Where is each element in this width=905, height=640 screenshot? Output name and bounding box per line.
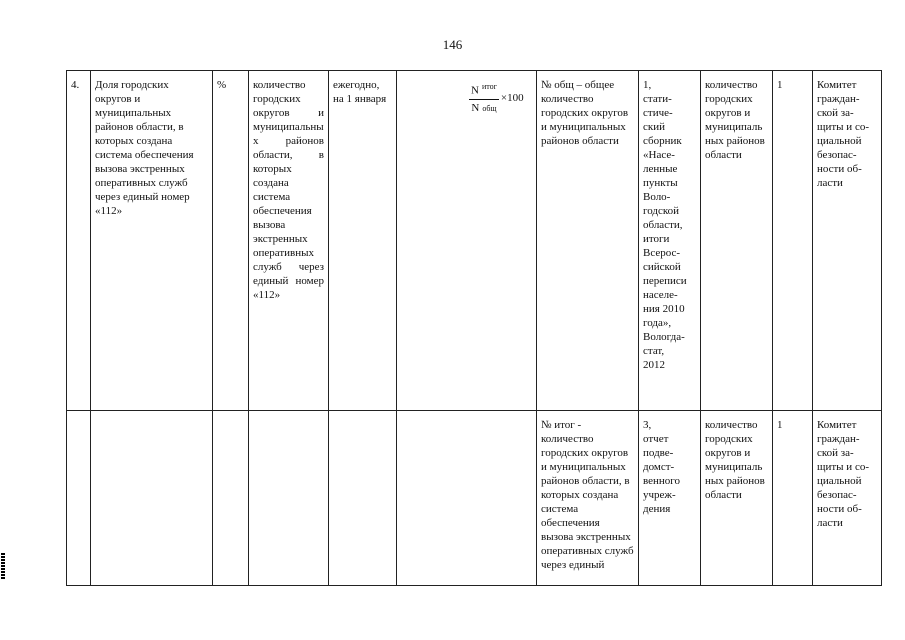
data-source: 1, стати- стиче- ский сборник «Насе- ленные пункты Воло- годской области, итоги Всерос- сийской переписи населе- ния 2010 года», Вологда- стат, 2012 [639,71,701,411]
table-row [67,411,882,586]
formula-multiplier: ×100 [500,91,524,104]
observation-object: количество городских округов и муниципальных районов области [701,71,773,411]
formula [469,80,524,116]
page-number: 146 [442,37,463,52]
table-row [67,71,882,411]
row-number: 4. [67,71,91,411]
coverage-cell: 1 [773,71,813,411]
formula-cell [397,71,537,411]
indicator-name: Доля городских округов и муниципальных районов области, в которых создана система обеспечения вызова экстренных оперативных служб через единый номер «112» [91,71,213,411]
coverage-cell: 1 [773,411,813,586]
periodicity-cell: ежегодно, на 1 января [329,71,397,411]
fraction [469,80,499,116]
empty-cell [91,411,213,586]
formula-numerator: N $^{итог}$ [469,80,499,100]
empty-cell [329,411,397,586]
observation-object: количество городских округов и муниципальных районов области [701,411,773,586]
responsible-body: Комитет граждан- ской за- щиты и со- циальной безопас- ности об- ласти [813,71,882,411]
variable-description: № итог - количество городских округов и муниципальных районов области, в которых создана система обеспечения вызова экстренных оперативных служб через единый [537,411,639,586]
empty-cell [213,411,249,586]
variable-description: № общ – общее количество городских округов и муниципальных районов области [537,71,639,411]
responsible-body: Комитет граждан- ской за- щиты и со- циальной безопас- ности об- ласти [813,411,882,586]
empty-cell [397,411,537,586]
indicator-table [66,70,882,586]
formula-denominator: N общ [471,101,497,114]
empty-cell [67,411,91,586]
definition-cell: количество городских округов и муниципальных районов области, в которых создана система обеспечения вызова экстренных оперативных служб через единый номер «112» [249,71,329,411]
data-source: 3, отчет подве- домст- венного учреж- дения [639,411,701,586]
unit-cell: % [213,71,249,411]
scan-barcode-mark [1,553,5,579]
empty-cell [249,411,329,586]
